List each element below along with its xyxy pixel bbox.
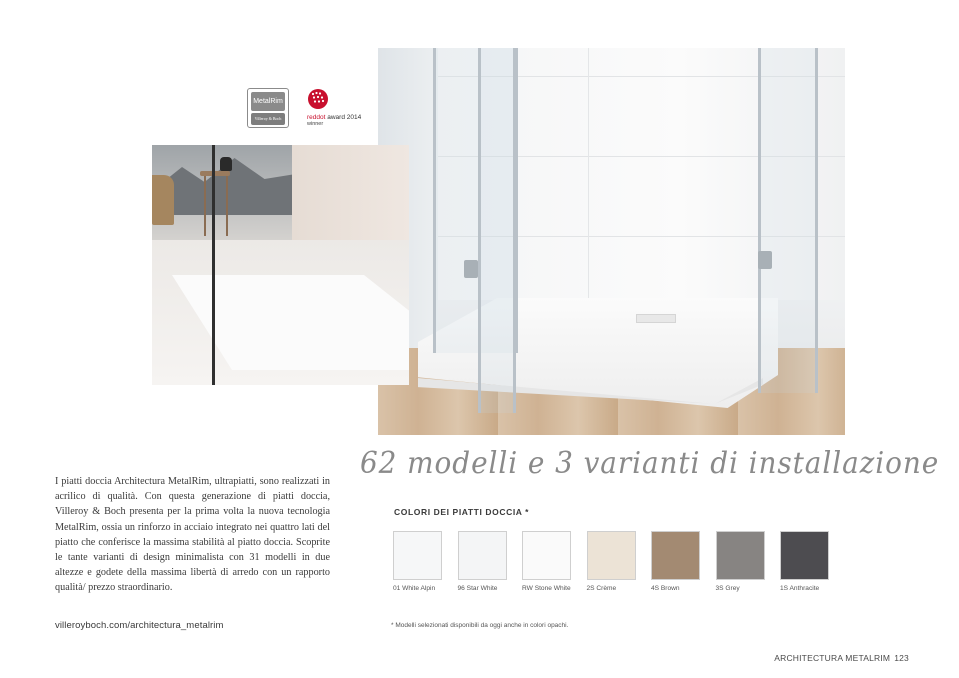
color-swatch [587, 531, 636, 592]
color-swatch-label: 2S Crème [586, 585, 617, 592]
reddot-award-label [307, 114, 361, 121]
color-swatch [458, 531, 507, 592]
color-swatch-label: 4S Brown [651, 585, 680, 592]
shower-photo [378, 48, 845, 435]
footnote: * Modelli selezionati disponibili da oggi anche in colori opachi. [391, 622, 569, 629]
hinge-icon [464, 260, 478, 278]
color-swatch [393, 531, 442, 592]
side-table-leg [226, 176, 228, 236]
reddot-award-icon [307, 88, 329, 110]
color-swatch-chip [393, 531, 442, 580]
color-swatch [522, 531, 571, 592]
color-swatch-chip [522, 531, 571, 580]
interior-photo [152, 145, 409, 385]
hinge-icon [758, 251, 772, 269]
color-swatch-chip [458, 531, 507, 580]
color-swatch-chip [716, 531, 765, 580]
page-number: 123 [894, 653, 909, 663]
color-swatch-chip [651, 531, 700, 580]
page-footer [774, 653, 909, 663]
headline: 62 modelli e 3 varianti di installazione [360, 446, 940, 481]
chair [152, 175, 174, 225]
body-text: I piatti doccia Architectura MetalRim, ultrapiatti, sono realizzati in acrilico di qualità. Con questa generazione di piatti doccia, Villeroy & Boch presenta per la prima volta la nuova tecnologia MetalRim, ossia un rinforzo in acciaio integrato nei quattro lati del piatto che conferisce la massima stabilità al piatto doccia. Scoprite le tante varianti di design minimalista con 31 modelli in due altezze e godete della massima libertà di arredo con un rapporto qualità/ prezzo straordinario. [55, 476, 330, 594]
color-swatch [780, 531, 829, 592]
color-swatch [651, 531, 700, 592]
color-swatch-label: RW Stone White [522, 585, 571, 592]
color-swatch-chip [587, 531, 636, 580]
tile-joint [588, 48, 589, 298]
metalrim-logo-brand: Villeroy & Boch [251, 113, 285, 125]
color-swatch-label: 3S Grey [715, 585, 740, 592]
glass-door-left [478, 48, 516, 413]
vase [220, 157, 232, 171]
reddot-award-year: award 2014 [325, 114, 362, 121]
color-swatch-label: 96 Star White [457, 585, 498, 592]
color-swatch-list [393, 531, 843, 601]
color-swatch-label: 1S Anthracite [780, 585, 820, 592]
metalrim-logo [247, 88, 289, 128]
side-table-leg [204, 176, 206, 236]
reddot-winner-label: winner [307, 121, 324, 127]
colors-title: COLORI DEI PIATTI DOCCIA * [394, 507, 530, 517]
glass-door-right [758, 48, 818, 393]
metalrim-logo-title: MetalRim [251, 92, 285, 111]
glass-panel-edge [212, 145, 215, 385]
drain-cover [636, 314, 676, 323]
color-swatch-label: 01 White Alpin [393, 585, 436, 592]
reddot-brand: reddot [307, 114, 326, 121]
website-link[interactable]: villeroyboch.com/architectura_metalrim [55, 620, 224, 631]
footer-section-title: ARCHITECTURA METALRIM [774, 653, 891, 663]
color-swatch [716, 531, 765, 592]
color-swatch-chip [780, 531, 829, 580]
